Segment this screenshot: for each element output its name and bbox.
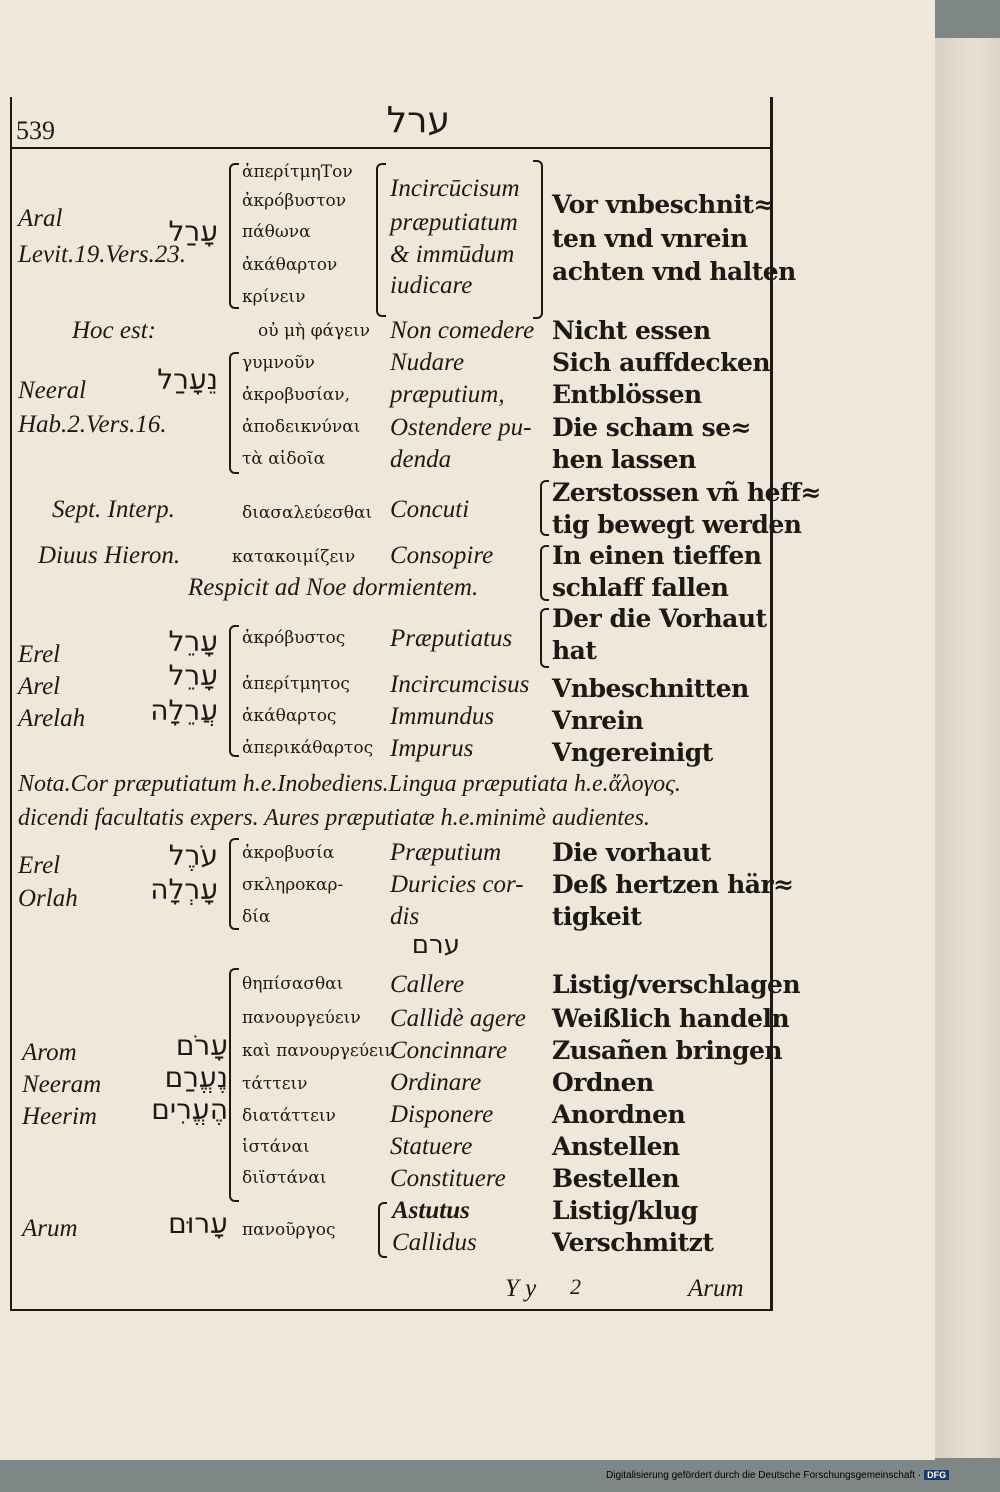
greek-term: ἀποδεικνύναι [242, 417, 361, 437]
lemma-orlah: Orlah [18, 885, 78, 912]
ref-levit: Levit.19.Vers.23. [18, 241, 187, 268]
bracket [540, 608, 549, 668]
hebrew-word: עֹרֶל [168, 839, 218, 872]
latin-term: Nudare [390, 349, 465, 376]
german-term: Weißlich handeln [552, 1004, 790, 1033]
greek-term: ἀπερικάθαρτος [242, 738, 374, 758]
latin-term: Non comedere [390, 317, 535, 344]
hebrew-word: הֶעֱרִים [151, 1093, 228, 1126]
german-term: Zerstossen vñ heff≈ [552, 478, 822, 507]
hebrew-word: עֲרֵלָה [150, 694, 218, 727]
german-term: Die vorhaut [552, 838, 711, 867]
lemma-arum: Arum [22, 1215, 78, 1242]
lemma-heerim: Heerim [22, 1103, 97, 1130]
latin-term: & immūdum [390, 241, 515, 268]
latin-term: Immundus [390, 703, 495, 730]
german-term: achten vnd halten [552, 257, 796, 286]
bracket [229, 968, 239, 1202]
lemma-arel: Arel [18, 673, 61, 700]
signature-mark: Y y [505, 1275, 537, 1302]
german-term: ten vnd vnrein [552, 224, 748, 253]
german-term: Vor vnbeschnit≈ [552, 190, 774, 219]
bracket [229, 838, 239, 930]
latin-term: præputium, [390, 381, 505, 408]
latin-term: Ostendere pu- [390, 414, 532, 441]
latin-term: Duricies cor- [390, 871, 524, 898]
german-term: Anordnen [552, 1100, 686, 1129]
german-term: Zusañen bringen [552, 1036, 783, 1065]
latin-term: Callidè agere [390, 1005, 526, 1032]
greek-term: πανουργεύειν [242, 1008, 361, 1028]
catchword: Arum [688, 1275, 744, 1302]
greek-term: κρίνειν [242, 287, 306, 307]
greek-term: ἀκάθαρτος [242, 706, 337, 726]
lemma-erel: Erel [18, 641, 61, 668]
german-term: hat [552, 636, 597, 665]
latin-term: Astutus [392, 1197, 470, 1224]
greek-term: ἀπερίτμητος [242, 674, 350, 694]
lemma-neeram: Neeram [22, 1071, 102, 1098]
hebrew-word: עָרֹם [175, 1029, 228, 1062]
lemma-neeral: Neeral [18, 377, 87, 404]
greek-term: διϊστάναι [242, 1168, 327, 1188]
latin-term: Callere [390, 971, 465, 998]
bracket [229, 625, 239, 757]
nota-line: dicendi facultatis expers. Aures præputiatæ h.e.minimè audientes. [18, 805, 650, 831]
bracket [229, 352, 239, 474]
credit-text: Digitalisierung gefördert durch die Deutsche Forschungsgemeinschaft · [606, 1470, 922, 1481]
bracket [378, 1202, 387, 1258]
german-term: Bestellen [552, 1164, 680, 1193]
german-term: Vnrein [552, 706, 644, 735]
hebrew-neeral: נֵעָרַל [157, 363, 218, 396]
greek-term: ἀκρόβυστον [242, 191, 347, 211]
bracket [540, 545, 549, 601]
lemma-hieron: Diuus Hieron. [38, 542, 181, 569]
german-term: Die scham se≈ [552, 413, 752, 442]
latin-term: Callidus [392, 1229, 477, 1256]
greek-term: διασαλεύεσθαι [242, 503, 373, 523]
german-term: Nicht essen [552, 316, 711, 345]
hebrew-word: עָרֵל [168, 625, 218, 658]
bracket [540, 480, 549, 536]
german-term: hen lassen [552, 445, 696, 474]
german-term: Listig/klug [552, 1196, 698, 1225]
latin-term: Disponere [390, 1101, 494, 1128]
hebrew-word: נֶעֱרַם [164, 1061, 228, 1094]
latin-term: Constituere [390, 1165, 506, 1192]
german-term: tig bewegt werden [552, 510, 802, 539]
german-term: Sich auffdecken [552, 348, 771, 377]
greek-term: διατάττειν [242, 1106, 336, 1126]
latin-term: dis [390, 903, 420, 930]
greek-term: τάττειν [242, 1074, 308, 1094]
latin-term: Ordinare [390, 1069, 482, 1096]
german-term: schlaff fallen [552, 573, 729, 602]
latin-term: Concuti [390, 496, 470, 523]
lemma-arelah: Arelah [18, 705, 86, 732]
greek-term: δία [242, 907, 271, 927]
greek-term: ἀκροβυσία [242, 843, 335, 863]
latin-term: Consopire [390, 542, 494, 569]
hebrew-arum: עָרוּם [168, 1207, 228, 1240]
bracket [376, 163, 386, 317]
latin-term: Præputiatus [390, 625, 513, 652]
signature-number: 2 [570, 1274, 581, 1299]
ref-hab: Hab.2.Vers.16. [18, 411, 167, 438]
latin-term: Concinnare [390, 1037, 508, 1064]
latin-term: Incircumcisus [390, 671, 530, 698]
greek-term: σκληροκαρ- [242, 875, 344, 895]
bracket [533, 160, 543, 319]
hebrew-word: עָרְלָה [150, 873, 218, 906]
german-term: Deß hertzen här≈ [552, 870, 794, 899]
greek-term: ἱστάναι [242, 1137, 310, 1157]
latin-term: Præputium [390, 839, 502, 866]
hebrew-word: עָרֵל [168, 659, 218, 692]
bracket [229, 163, 239, 309]
dfg-logo: DFG [924, 1470, 949, 1480]
greek-term: κατακοιμίζειν [232, 547, 356, 567]
german-term: Der die Vorhaut [552, 604, 767, 633]
german-term: Vngereinigt [552, 738, 713, 767]
running-title: ערל [386, 100, 450, 141]
latin-term: Incircūcisum [390, 175, 520, 202]
nota-line: Nota.Cor præputiatum h.e.Inobediens.Lingua præputiata h.e.ἄλογος. [18, 771, 681, 797]
german-term: Anstellen [552, 1132, 680, 1161]
credit-line [606, 1470, 949, 1481]
greek-term: καὶ πανουργεύειν [242, 1041, 395, 1061]
latin-term: Impurus [390, 735, 474, 762]
greek-term: ἀκρόβυστος [242, 628, 346, 648]
lemma-arom: Arom [22, 1039, 77, 1066]
lemma-aral: Aral [18, 205, 63, 232]
section-title: ערם [411, 930, 460, 960]
respicit-note: Respicit ad Noe dormientem. [188, 574, 479, 601]
german-term: tigkeit [552, 902, 642, 931]
german-term: Ordnen [552, 1068, 654, 1097]
lemma-erel: Erel [18, 852, 61, 879]
greek-term: πάθωνα [242, 222, 311, 242]
latin-term: denda [390, 446, 452, 473]
german-term: Vnbeschnitten [552, 674, 749, 703]
german-term: Listig/verschlagen [552, 970, 801, 999]
lemma-sept: Sept. Interp. [52, 496, 175, 523]
hebrew-aral: עָרַל [168, 215, 218, 248]
greek-term: ἀκροβυσίαν, [242, 385, 350, 405]
greek-term: θηπίσασθαι [242, 974, 344, 994]
german-term: Verschmitzt [552, 1228, 714, 1257]
greek-term: οὐ μὴ φάγειν [258, 321, 370, 341]
latin-term: iudicare [390, 272, 473, 299]
latin-term: Statuere [390, 1133, 473, 1160]
header-rule [10, 147, 771, 149]
german-term: In einen tieffen [552, 541, 762, 570]
greek-term: ἀπερίτμηΤον [242, 162, 353, 182]
lemma-hoc-est: Hoc est: [72, 317, 156, 344]
latin-term: præputiatum [390, 209, 518, 236]
greek-term: τὰ αἰδοῖα [242, 449, 326, 469]
page-number: 539 [16, 116, 55, 145]
greek-term: γυμνοῦν [242, 353, 315, 373]
greek-term: ἀκάθαρτον [242, 255, 338, 275]
german-term: Entblössen [552, 380, 702, 409]
greek-term: πανοῦργος [242, 1220, 336, 1240]
